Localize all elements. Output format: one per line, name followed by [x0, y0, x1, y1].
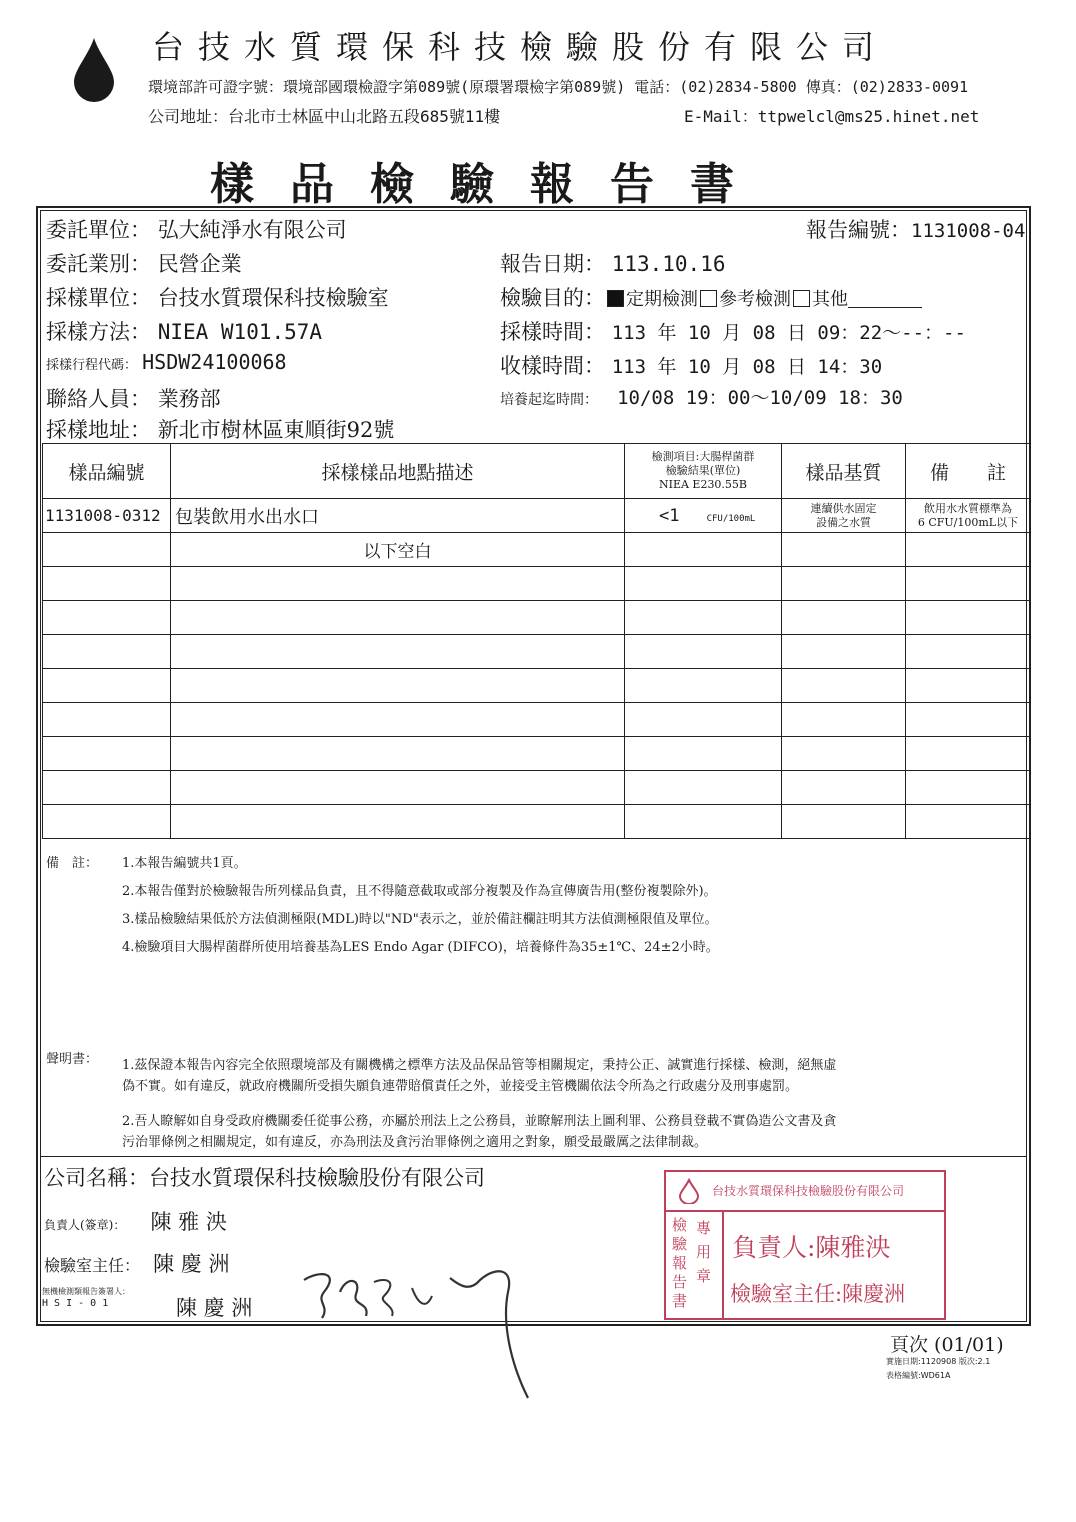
address-line: 公司地址：台北市士林區中山北路五段685號11樓	[148, 107, 501, 126]
table-row	[43, 499, 1031, 533]
blank-marker: 以下空白	[171, 533, 625, 567]
checkbox-periodic[interactable]	[607, 290, 624, 307]
effective-date: 實施日期:1120908 版次:2.1	[886, 1357, 991, 1366]
stamp-logo-icon	[676, 1178, 702, 1204]
declaration-divider	[40, 1156, 1027, 1157]
header-location: 採樣樣品地點描述	[171, 444, 625, 499]
declaration-2-line1: 2.吾人瞭解如自身受政府機關委任從事公務，亦屬於刑法上之公務員，並瞭解刑法上圖利罪、公務員登載不實偽造公文書及貪	[122, 1114, 837, 1129]
company-name: 台技水質環保科技檢驗股份有限公司	[152, 28, 889, 66]
table-row	[43, 533, 1031, 567]
purpose-label: 檢驗目的：	[500, 286, 605, 310]
table-row	[43, 635, 1031, 669]
stamp-col2: 專用章	[696, 1219, 712, 1285]
form-number: 表格編號:WD61A	[886, 1371, 951, 1380]
sample-time-label: 採樣時間：	[500, 320, 605, 344]
note-item-1: 1.本報告編號共1頁。	[122, 856, 247, 871]
company-seal-stamp	[664, 1170, 946, 1320]
stamp-top-text: 台技水質環保科技檢驗股份有限公司	[712, 1184, 905, 1198]
report-no-value: 1131008-04	[911, 220, 1026, 242]
signer-value: 陳 慶 洲	[176, 1296, 253, 1320]
purpose-row	[500, 282, 922, 312]
contact-row	[46, 383, 221, 413]
trip-code-label: 採樣行程代碼：	[46, 358, 138, 373]
license-line: 環境部許可證字號：環境部國環檢證字第089號(原環署環檢字第089號) 電話：(02)2834-5800 傳真：(02)2833-0091	[148, 78, 969, 96]
header-sample-no: 樣品編號	[43, 444, 171, 499]
table-row	[43, 601, 1031, 635]
culture-value: 10/08 19：00～10/09 18：30	[617, 387, 903, 409]
checkbox-reference[interactable]	[700, 290, 717, 307]
row1-unit: CFU/100mL	[706, 513, 756, 524]
sample-time-value: 113 年 10 月 08 日 09：22～--：--	[611, 322, 966, 344]
address-row	[46, 414, 394, 444]
receive-time-value: 113 年 10 月 08 日 14：30	[611, 356, 883, 378]
handwritten-signature	[300, 1262, 530, 1402]
client-label: 委託單位：	[46, 218, 151, 242]
row1-remark-line1: 飲用水水質標準為	[924, 501, 1012, 515]
header-test-item	[625, 444, 782, 499]
row1-sample-no: 1131008-0312	[43, 499, 171, 533]
sampler-row	[46, 282, 389, 312]
method-row	[46, 316, 322, 346]
stamp-header	[666, 1172, 944, 1212]
owner-row	[44, 1206, 227, 1236]
checkbox-other[interactable]	[793, 290, 810, 307]
header-matrix: 樣品基質	[782, 444, 906, 499]
address-label: 採樣地址：	[46, 418, 151, 442]
note-item-4: 4.檢驗項目大腸桿菌群所使用培養基為LES Endo Agar (DIFCO)，培養條件為35±1℃、24±2小時。	[122, 940, 719, 955]
table-row	[43, 703, 1031, 737]
business-value: 民營企業	[157, 252, 242, 276]
company-sign-row	[44, 1162, 485, 1192]
report-no-label: 報告編號：	[806, 218, 911, 242]
culture-row	[500, 383, 903, 410]
lab-head-row	[44, 1248, 229, 1278]
stamp-line1: 負責人:陳雅泱	[732, 1233, 891, 1262]
results-table	[42, 443, 1031, 839]
declaration-1-line1: 1.茲保證本報告內容完全依照環境部及有關機構之標準方法及品保品管等相關規定，秉持公正、誠實進行採樣、檢測，絕無虛	[122, 1058, 837, 1073]
row1-result-cell	[625, 499, 782, 533]
signer-label-line1: 無機檢測類報告簽署人：	[42, 1287, 130, 1296]
stamp-divider	[722, 1210, 724, 1318]
table-row	[43, 805, 1031, 839]
client-row	[46, 214, 347, 244]
lab-head-value: 陳 慶 洲	[153, 1252, 230, 1276]
declaration-1-line2: 偽不實。如有違反，就政府機關所受損失願負連帶賠償責任之外，並接受主管機關依法令所為之行政處分及刑事處罰。	[122, 1079, 799, 1094]
signer-label-line2: H S I - 0 1	[42, 1298, 109, 1309]
row1-location: 包裝飲用水出水口	[171, 499, 625, 533]
page-number: 頁次 (01/01)	[890, 1334, 1004, 1356]
water-drop-icon	[70, 36, 118, 104]
row1-remark-line2: 6 CFU/100mL以下	[917, 515, 1019, 529]
receive-time-row	[500, 350, 882, 380]
report-date-row	[500, 248, 725, 278]
table-row	[43, 669, 1031, 703]
receive-time-label: 收樣時間：	[500, 354, 605, 378]
culture-label: 培養起迄時間：	[500, 392, 598, 408]
signer-label	[42, 1286, 130, 1310]
business-row	[46, 248, 242, 278]
company-sign-label: 公司名稱：	[44, 1166, 149, 1190]
header-remark: 備 註	[906, 444, 1031, 499]
address-value: 新北市樹林區東順街92號	[157, 418, 395, 442]
note-item-2: 2.本報告僅對於檢驗報告所列樣品負責，且不得隨意截取或部分複製及作為宣傳廣告用(整份複製除外)。	[122, 884, 717, 899]
contact-label: 聯絡人員：	[46, 387, 151, 411]
purpose-opt1: 定期檢測	[626, 289, 698, 310]
method-label: 採樣方法：	[46, 320, 151, 344]
document-title: 樣品檢驗報告書	[210, 159, 770, 210]
table-row	[43, 771, 1031, 805]
other-blank-line	[848, 289, 922, 308]
row1-matrix-line1: 連續供水固定	[810, 501, 877, 515]
email-line: E-Mail：ttpwelcl@ms25.hinet.net	[684, 107, 980, 126]
table-row	[43, 567, 1031, 601]
client-value: 弘大純淨水有限公司	[157, 218, 347, 242]
notes-label: 備 註：	[46, 856, 99, 871]
report-date-value: 113.10.16	[611, 252, 726, 276]
purpose-opt2: 參考檢測	[719, 289, 791, 310]
stamp-line2: 檢驗室主任:陳慶洲	[730, 1282, 906, 1306]
lab-head-label: 檢驗室主任：	[44, 1256, 141, 1275]
report-date-label: 報告日期：	[500, 252, 605, 276]
row1-remark	[906, 499, 1031, 533]
sample-time-row	[500, 316, 966, 346]
method-value: NIEA W101.57A	[157, 320, 323, 344]
owner-label: 負責人(簽章)：	[44, 1218, 126, 1232]
trip-code-value: HSDW24100068	[142, 350, 287, 374]
table-row	[43, 737, 1031, 771]
header-test-line2: 檢驗結果(單位)	[665, 464, 741, 477]
row1-matrix-line2: 設備之水質	[816, 515, 871, 529]
sampler-label: 採樣單位：	[46, 286, 151, 310]
purpose-opt3: 其他	[812, 289, 848, 310]
company-sign-value: 台技水質環保科技檢驗股份有限公司	[149, 1166, 485, 1190]
row1-matrix	[782, 499, 906, 533]
header-test-line3: NIEA E230.55B	[658, 478, 748, 491]
row1-result: <1	[659, 505, 680, 526]
stamp-col1: 檢驗報告書	[672, 1216, 688, 1310]
table-header-row	[43, 444, 1031, 499]
trip-code-row	[46, 350, 287, 374]
declaration-label: 聲明書：	[46, 1052, 99, 1067]
report-no-row	[806, 214, 1025, 244]
business-label: 委託業別：	[46, 252, 151, 276]
header-test-line1: 檢測項目:大腸桿菌群	[651, 450, 755, 463]
note-item-3: 3.樣品檢驗結果低於方法偵測極限(MDL)時以"ND"表示之，並於備註欄註明其方法偵測極限值及單位。	[122, 912, 718, 927]
owner-value: 陳 雅 泱	[150, 1210, 227, 1234]
declaration-2-line2: 污治罪條例之相關規定，如有違反，亦為刑法及貪污治罪條例之適用之對象，願受最嚴厲之法律制裁。	[122, 1135, 708, 1150]
contact-value: 業務部	[157, 387, 221, 411]
sampler-value: 台技水質環保科技檢驗室	[157, 286, 389, 310]
